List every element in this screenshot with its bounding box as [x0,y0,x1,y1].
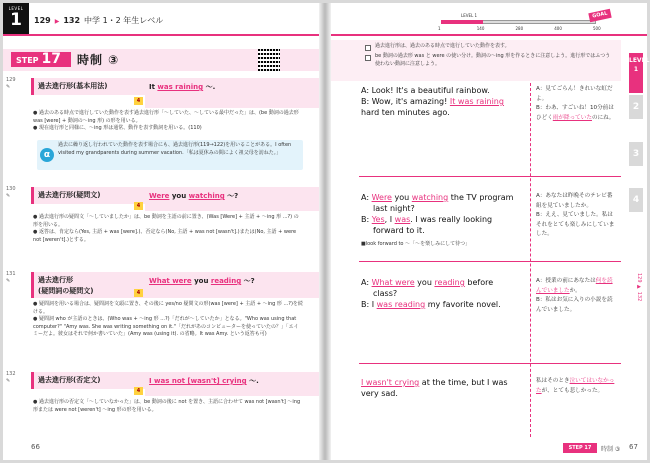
bullet-line: ● 現在進行形と同様に、〜ing 形は通常、動作を表す動詞を用いる。(110) [33,125,202,132]
goal-flag-icon: GOAL [588,9,611,22]
ja-text: が、とても悲しかった。 [541,387,604,394]
level-badge [3,3,29,34]
step-title: 時制 ③ [77,53,120,67]
arrow-icon: ▶ [54,18,60,25]
ja-line: B：私はお気に入りの小説を読んでいました。 [536,297,613,313]
dialogue-en [361,85,526,118]
ex-text: 〜? [241,277,255,285]
ja-highlight: 泣いてはいなかった [536,378,615,394]
intro-line: 過去進行形は、過去のある時点で進行していた動作を表す。 [375,43,510,49]
range-title [34,15,163,26]
tab-label: LEVEL 1 [629,57,650,73]
progress-tick-label: 1 [438,26,441,31]
section-number: 131 [6,271,16,277]
ex-text: 〜. [246,377,259,385]
dialogue-ja [536,277,618,315]
section-number: 129 [6,77,16,83]
ex-highlight: reading [210,277,242,285]
progress-level-label: LEVEL 1 [461,13,478,18]
bullet-text: 過去のある時点で進行していた動作を表す過去進行形「〜していた、〜している最中だった」は、(be 動詞の過去形 was [were] + 動詞の〜ing 形) の形を用いる。 [33,110,299,124]
grade-badge: 4 [134,202,143,210]
dialogue-ja [536,85,618,123]
bullet-line: ● 過去進行形の否定文「〜していなかった」は、be 動詞の後に not を置き、主語に合わせて was not [wasn't] 〜ing 形または were not [weren't] 〜ing 形の形を用いる。 [33,399,301,413]
progress-tick-label: 400 [554,26,562,31]
en-highlight: Yes [371,215,385,224]
dialogue-line: hard ten minutes ago. [361,108,450,117]
bullet-line: ● 疑問詞を用いる場合は、疑問詞を文頭に置き、その後に yes/no 疑問文の形(was [were] + 主語 + 〜ing 形 ...?)を続ける。 [33,301,303,315]
title-line: (疑問詞の疑問文) [38,287,94,295]
dialogue-en [361,192,529,236]
bullet-text: 過去進行形の否定文「〜していなかった」は、be 動詞の後に not を置き、主語に合わせて was not [wasn't] 〜ing 形または were not [weren't] 〜ing 形の形を用いる。 [33,399,301,413]
page-number-right: 67 [629,443,638,451]
bullet-line: ● 返答は、肯定なら(Yes, 主語 + was [were].)、否定なら(No, 主語 + was not [wasn't].)または(No, 主語 + were not [weren't].)とする。 [33,229,297,243]
footer-step-title: 時制 ③ [601,446,621,453]
ex-text: 〜. [203,83,216,91]
ex-text: you [191,277,211,285]
ex-highlight: watching [188,192,225,200]
note-icon: ✎ [6,278,11,284]
left-page [3,3,319,460]
explanation [33,301,303,339]
section-number: 130 [6,186,16,192]
ex-highlight: What were [149,277,192,285]
explanation [33,110,303,133]
ja-text: か。 [569,287,581,294]
dialogue-line: last night? [373,204,415,213]
en-text: B: Wow, it's amazing! [361,97,450,106]
example-sentence [149,376,259,386]
range-to: 132 [63,16,81,25]
ja-text: のにね。 [591,114,615,121]
bullet-text: 返答は、肯定なら(Yes, 主語 + was [were].)、否定なら(No, 主語 + was not [wasn't].)または(No, 主語 + were not [weren't].)とする。 [33,229,297,243]
section-rule [359,363,621,364]
dialogue-line: forward to it. [373,226,425,235]
header-rule [3,34,319,36]
en-highlight: was reading [376,300,426,309]
section-title: 過去進行形(基本用法) [31,78,145,95]
section-title: 過去進行形(疑問文) [31,187,145,204]
note-icon: ✎ [6,84,11,90]
ja-line: A：あなたは昨晩そのテレビ番組を見ていましたか。 [536,193,613,209]
ex-highlight: was raining [157,83,204,91]
bullet-text: 過去進行形の疑問文「〜していましたか」は、be 動詞を主語の前に置き、(Was [Were] + 主語 + 〜ing 形 ...?) の形を用いる。 [33,214,299,228]
dialogue-line: A: What were you reading before [361,278,494,287]
progress-tick-label: 500 [593,26,601,31]
checkbox-icon[interactable] [365,55,371,61]
note-icon: ✎ [6,378,11,384]
grade-badge: 4 [134,97,143,105]
bullet-text: 疑問詞を用いる場合は、疑問詞を文頭に置き、その後に yes/no 疑問文の形(was [were] + 主語 + 〜ing 形 ...?)を続ける。 [33,301,303,315]
en-highlight: watching [411,193,449,202]
step-label [11,52,71,67]
ex-text: It [149,83,158,91]
tip-text: 過去に繰り返し行われていた動作を表す場合にも、過去進行形(119→122)を用いることがある。I often visited my grandparents during summer vacation.「私は夏休みの間によく祖父母を訪ねた。」 [58,142,292,156]
title-line: 過去進行形 [38,276,73,284]
en-text: . I was really looking [410,215,493,224]
en-highlight: I wasn't crying [361,378,420,387]
progress-fill [441,20,483,24]
dialogue-en [361,277,529,310]
section-title [31,272,145,298]
en-text: you [391,193,412,202]
en-text: the TV program [448,193,514,202]
en-highlight: It was raining [449,97,504,106]
dialogue-line [361,214,529,225]
dialogue-line: class? [373,289,398,298]
en-text: B: I [361,300,377,309]
qr-code-icon[interactable] [258,49,280,71]
en-text: my favorite novel. [425,300,501,309]
level-subtitle: 中学 1・2 年生レベル [84,16,164,25]
ex-text: 〜? [224,192,239,200]
dialogue-ja [536,192,618,240]
bullet-text: 現在進行形と同様に、〜ing 形は通常、動作を表す動詞を用いる。(110) [38,125,202,132]
bullet-line: ● 疑問詞 who が主語のときは、(Who was + 〜ing 形 ...?)「だれが〜していたか」となる。"Who was using that computer?" "Amy was. She was writing something on it."「だれがあのコンピューターを使っていたの？」「エイミーだよ。彼女はそれで何か書いていた」(Amy was (using it). の省略。It was Amy. という返答も可) [33,316,299,338]
grade-badge: 4 [134,289,143,297]
explanation [33,399,303,414]
right-page [331,3,650,460]
tab-level-2[interactable]: 2 [629,95,643,119]
ja-text: B：わあ、すごいね！10分前はひどく [536,105,614,121]
en-highlight: Were [371,193,392,202]
level-number: 1 [10,10,22,30]
intro-line: be 動詞の過去形 was と were の使い分け。動詞の〜ing 形を作るときに注意しよう。進行形ではふつう使わない動詞に注意しよう。 [375,53,611,67]
page-number-left: 66 [31,443,40,451]
level-label: LEVEL [8,6,24,11]
section-rule [359,176,621,177]
bullet-line: ● 過去進行形の疑問文「〜していましたか」は、be 動詞を主語の前に置き、(Was [Were] + 主語 + 〜ing 形 ...?) の形を用いる。 [33,214,299,228]
column-divider [530,83,531,437]
side-range-label: 129 ▶ 132 [636,273,642,302]
tab-level-1[interactable] [629,53,650,93]
en-highlight: was [394,215,411,224]
checkbox-icon[interactable] [365,45,371,51]
footer-step-badge: STEP 17 [563,443,597,453]
vocab-note: ■look forward to 〜「〜を楽しみにして待つ」 [361,241,471,247]
ja-line: B：ええ、見ていました。私はそれをとても楽しみにしていました。 [536,212,615,237]
ex-text: you [169,192,189,200]
ja-line: A：見てごらん！きれいな虹だよ。 [536,86,613,102]
section-number: 132 [6,371,16,377]
range-from: 129 [34,16,51,25]
progress-tick-label: 280 [515,26,524,31]
dialogue-line [361,96,526,107]
tab-level-3[interactable]: 3 [629,142,643,166]
example-sentence [149,276,255,286]
plus-alpha-icon: α [40,148,54,162]
en-highlight: reading [434,278,465,287]
example-sentence [149,191,238,201]
en-text: at the time, but I was [419,378,508,387]
progress-tick-label: 140 [476,26,485,31]
section-rule [359,261,621,262]
dialogue-line: very sad. [361,389,398,398]
ja-text: A：授業の前にあなたは [536,278,596,284]
dialogue-ja [536,377,618,396]
ja-line [536,277,618,296]
book-spine [319,3,331,460]
bullet-line: ● 過去のある時点で進行していた動作を表す過去進行形「〜していた、〜している最中だった」は、(be 動詞の過去形 was [were] + 動詞の〜ing 形) の形を用いる。 [33,110,299,124]
note-icon: ✎ [6,193,11,199]
section-title: 過去進行形(否定文) [31,372,145,389]
ex-highlight: I was not [wasn't] crying [149,377,247,385]
ja-line [536,104,618,123]
ja-highlight: 何を読んでいました [536,278,613,294]
dialogue-line [361,299,529,310]
explanation [33,214,303,244]
grade-badge: 4 [134,387,143,395]
bullet-text: 疑問詞 who が主語のときは、(Who was + 〜ing 形 ...?)「だれが〜していたか」となる。"Who was using that computer?" "Amy was. She was writing something on it."「だれがあのコンピューターを使っていたの？」「エイミーだよ。彼女はそれで何か書いていた」(Amy was (using it). の省略。It was Amy. という返答も可) [33,316,299,338]
dialogue-line: A: Look! It's a beautiful rainbow. [361,86,490,95]
en-highlight: What were [371,278,415,287]
ex-highlight: Were [149,192,170,200]
dialogue-line [361,377,529,388]
example-sentence [149,82,215,92]
dialogue-line: A: Were you watching the TV program [361,193,514,202]
tab-level-4[interactable]: 4 [629,188,643,212]
dialogue-en [361,377,529,399]
en-text: before [464,278,494,287]
header-rule [331,34,647,36]
step-number: 17 [41,51,62,67]
ja-text: 私はそのとき [536,378,570,384]
en-text: , I [384,215,395,224]
en-text: you [414,278,435,287]
en-text: B: [361,215,372,224]
step-word: STEP [16,56,39,65]
ja-highlight: 雨が降っていた [552,114,592,121]
